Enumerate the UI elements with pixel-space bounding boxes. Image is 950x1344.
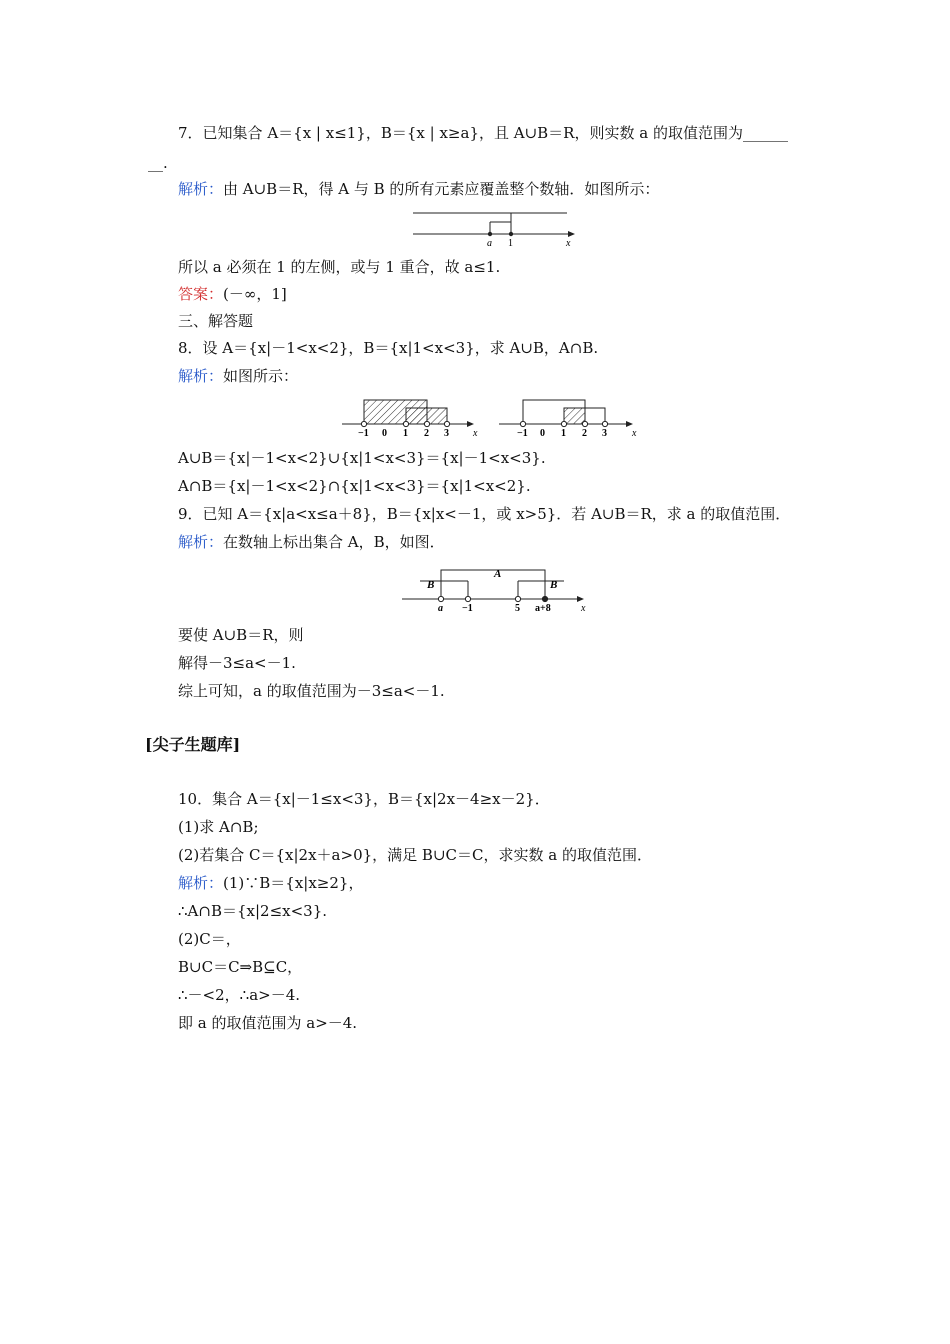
q9-fig-top-A: A [494, 568, 502, 580]
q10-jiexi-text: (1)∵B＝{x|x≥2}， [223, 874, 364, 892]
q8-question: 8．设 A＝{x|－1<x<2}，B＝{x|1<x<3}，求 A∪B，A∩B. [178, 339, 599, 357]
q8-jiexi [178, 366, 298, 386]
q9-jiexi-label: 解析： [178, 533, 224, 551]
q8-jiexi-label: 解析： [178, 367, 224, 385]
q10-sub2: (2)若集合 C＝{x|2x＋a>0}，满足 B∪C＝C，求实数 a 的取值范围． [178, 846, 652, 864]
q10-question: 10．集合 A＝{x|－1≤x<3}，B＝{x|2x－4≥x－2}． [178, 790, 550, 808]
q7-prefix: 7．已知集合 [178, 124, 268, 142]
q8b-label-0: 0 [540, 428, 545, 439]
q8-figure-union [340, 394, 485, 440]
section-title: [尖子生题库] [145, 735, 241, 754]
q8a-label-m1: −1 [358, 428, 369, 439]
q7-fig-label-x: x [566, 238, 571, 249]
q10-line3: (2)C＝， [178, 930, 241, 948]
q9-fig-top-B-left: B [427, 579, 435, 591]
part3-title: 三、解答题 [178, 312, 254, 330]
q8-jiexi-text: 如图所示： [223, 367, 299, 385]
q8a-label-0: 0 [382, 428, 387, 439]
q8-union: A∪B＝{x|－1<x<2}∪{x|1<x<3}＝{x|－1<x<3}. [178, 449, 546, 467]
q7-jiexi-text: 由 A∪B＝R，得 A 与 B 的所有元素应覆盖整个数轴．如图所示： [223, 180, 660, 198]
q8b-label-1: 1 [561, 428, 566, 439]
q7-blank-cont: __. [148, 154, 168, 172]
q9-line2: 解得－3≤a<－1. [178, 654, 296, 672]
q9-fig-label-a8: a+8 [535, 603, 551, 614]
q7-answer-text: (－∞，1] [223, 285, 287, 303]
q8a-label-1: 1 [403, 428, 408, 439]
q8b-label-x: x [632, 428, 637, 439]
q7-number-line-figure [405, 208, 585, 250]
q7-jiexi [178, 179, 659, 199]
q10-line2: ∴A∩B＝{x|2≤x<3}. [178, 902, 328, 920]
q10-line5: ∴－<2，∴a>－4. [178, 986, 301, 1004]
q8-intersection: A∩B＝{x|－1<x<2}∩{x|1<x<3}＝{x|1<x<2}. [178, 477, 531, 495]
q8-figure-intersection [497, 394, 642, 440]
q7-blank: ______ [742, 124, 788, 142]
q7-sets: A＝{x | x≤1}，B＝{x | x≥a}，且 A∪B＝R，则实数 a 的取值范围为 [267, 124, 743, 142]
q10-jiexi [178, 873, 363, 893]
q10-line4: B∪C＝C⇒B⊆C， [178, 958, 303, 976]
q9-line3: 综上可知，a 的取值范围为－3≤a<－1. [178, 682, 445, 700]
q9-fig-label-5: 5 [515, 603, 520, 614]
q7-fig-label-a: a [487, 238, 492, 249]
q10-jiexi-label: 解析： [178, 874, 224, 892]
q7-jiexi-label: 解析： [178, 180, 224, 198]
q8b-label-3: 3 [602, 428, 607, 439]
q9-fig-top-B-right: B [550, 579, 558, 591]
q9-fig-label-a: a [438, 603, 443, 614]
q8a-label-2: 2 [424, 428, 429, 439]
q8b-label-m1: −1 [517, 428, 528, 439]
q7-fig-label-1: 1 [508, 238, 513, 249]
q8b-label-2: 2 [582, 428, 587, 439]
q7-answer [178, 284, 287, 304]
q9-fig-label-x: x [581, 603, 586, 614]
q9-number-line-figure [398, 562, 593, 614]
q7-conclusion: 所以 a 必须在 1 的左侧，或与 1 重合，故 a≤1. [178, 258, 501, 276]
q7-answer-label: 答案： [178, 285, 224, 303]
q8a-label-x: x [473, 428, 478, 439]
q9-jiexi-text: 在数轴上标出集合 A，B，如图． [223, 533, 445, 551]
q7-line1 [178, 123, 788, 143]
q9-line1: 要使 A∪B＝R，则 [178, 626, 304, 644]
q9-jiexi [178, 532, 445, 552]
q9-fig-label-m1: −1 [462, 603, 473, 614]
q9-question: 9．已知 A＝{x|a<x≤a＋8}，B＝{x|x<－1，或 x>5}．若 A∪B＝R，求 a 的取值范围． [178, 505, 791, 523]
q10-line6: 即 a 的取值范围为 a>－4. [178, 1014, 358, 1032]
q8a-label-3: 3 [444, 428, 449, 439]
q10-sub1: (1)求 A∩B; [178, 818, 259, 836]
